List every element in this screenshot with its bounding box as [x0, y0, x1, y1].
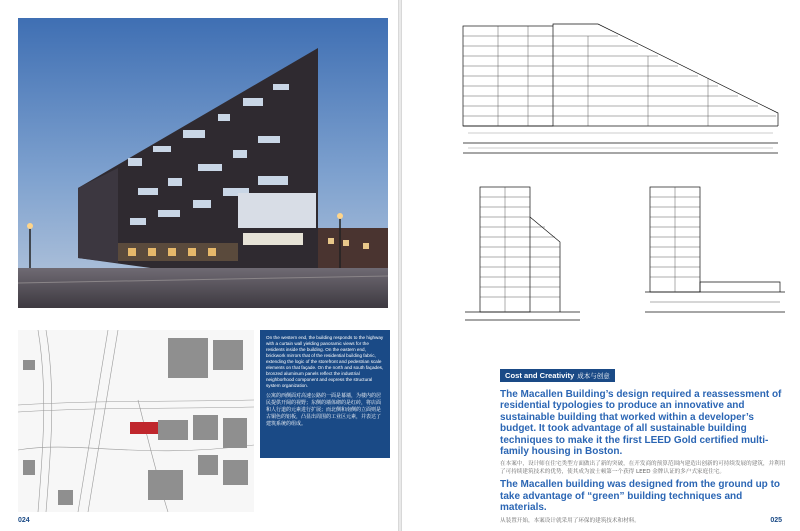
- page-number-left: 024: [18, 517, 30, 524]
- heading-english: Cost and Creativity: [505, 371, 575, 380]
- section-heading: [500, 369, 615, 382]
- cross-section-drawing-b: [640, 182, 788, 324]
- building-photo: [18, 18, 388, 308]
- caption-box: [260, 330, 390, 458]
- cross-section-drawing-a: [460, 182, 588, 324]
- paragraph-2-chinese: 从装置开始，本案设计就采用了环保的建筑技术和材料。: [500, 517, 640, 524]
- longitudinal-section-drawing: [458, 18, 788, 160]
- paragraph-1-chinese: 在本案中，设计师在住宅类型方面做出了新的突破，在开发商的预算范围内建造出创新的可持续发展的建筑，并利用了可持续建筑技术的优势，使其成为波士顿第一个获得 LEED 金牌认证的多户式家庭住宅。: [500, 461, 786, 476]
- page-number-right: 025: [770, 517, 782, 524]
- caption-english: On the western end, the building responds to the highway with a curtain wall yielding panoramic views for the residents inside the building. On the eastern end, brickwork mirrors that of the residential building fabric, extending the logic of the storefront and pedestrian scale elements on that façade. On the north and south façades, bronzed aluminum panels reflect the industrial neighborhood component and express the structural system organization.: [266, 335, 384, 388]
- caption-chinese: 公寓的西侧面对高速公路的一面是幕墙，为楼内的居民提供开阔的视野；东侧的墙体砌的是红砖，将店面和人行道的元素进行扩展；而北侧和南侧的立面则是古铜色的铝板，凸显出周围的工业区元素，并表达了建筑系统的组成。: [266, 393, 382, 427]
- paragraph-1-english: The Macallen Building’s design required a reassessment of residential typologies to produce an innovative and sustainable building that worked within a developer’s budget. It took advantage of all sustainable building techniques to make it the first LEED Gold certified multi-family housing in Boston.: [500, 389, 782, 458]
- paragraph-2-english: The Macallen building was designed from the ground up to take advantage of “green” building techniques and materials.: [500, 479, 781, 514]
- article-text-block: [500, 365, 790, 525]
- heading-chinese: 成本与创意: [577, 372, 610, 380]
- site-plan-map: [18, 330, 254, 512]
